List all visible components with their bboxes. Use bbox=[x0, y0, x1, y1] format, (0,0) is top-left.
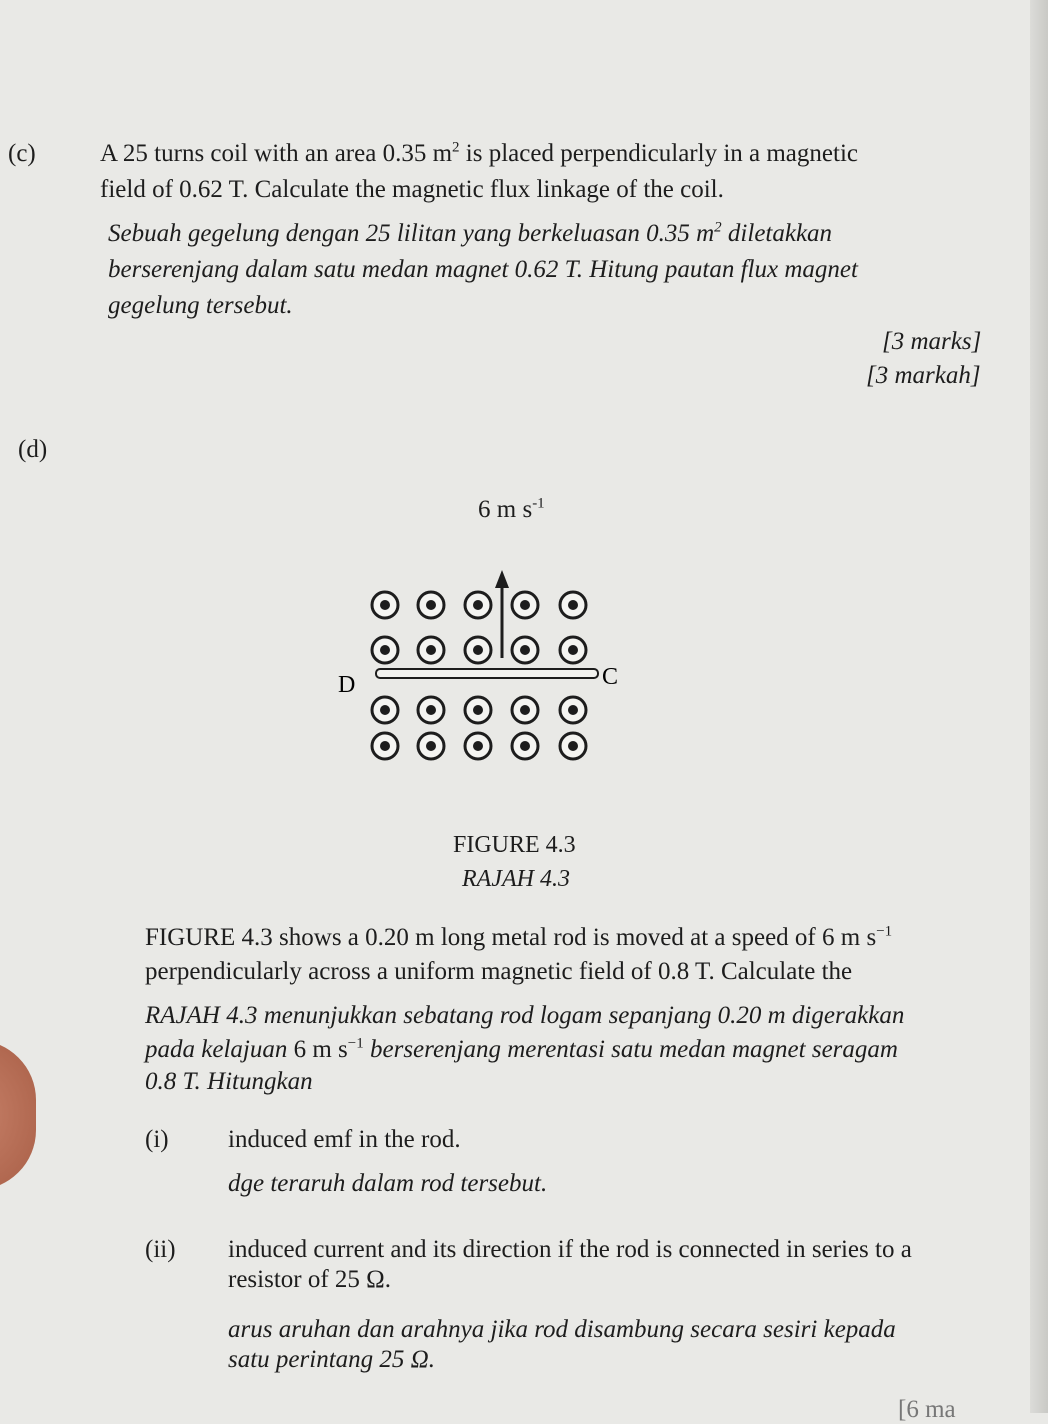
field-symbol-dot bbox=[520, 705, 530, 715]
field-symbol-dot bbox=[568, 705, 578, 715]
field-symbol-dot bbox=[473, 705, 483, 715]
area-exponent: 2 bbox=[452, 139, 460, 156]
field-symbol-dot bbox=[568, 645, 578, 655]
field-symbol-dot bbox=[520, 645, 530, 655]
field-symbol-dot bbox=[473, 741, 483, 751]
speed-exponent: −1 bbox=[347, 1035, 364, 1052]
sub-i-question-en: induced emf in the rod. bbox=[228, 1126, 461, 1153]
sub-ii-label: (ii) bbox=[145, 1236, 176, 1263]
metal-rod bbox=[376, 669, 598, 678]
text-segment: diletakkan bbox=[721, 220, 833, 247]
figure-caption-en: FIGURE 4.3 bbox=[453, 832, 576, 858]
field-symbol-dot bbox=[380, 600, 390, 610]
velocity-exponent: -1 bbox=[532, 495, 545, 512]
figure-4-3-diagram bbox=[330, 560, 640, 780]
field-symbol-dot bbox=[568, 741, 578, 751]
part-c-marks-ms: [3 markah] bbox=[866, 362, 981, 389]
field-symbol-dot bbox=[426, 741, 436, 751]
field-symbol-dot bbox=[380, 645, 390, 655]
part-c-question-en-line2: field of 0.62 T. Calculate the magnetic flux linkage of the coil. bbox=[100, 176, 724, 203]
finger-photo-artifact bbox=[0, 1040, 36, 1190]
field-symbol-dot bbox=[520, 741, 530, 751]
text-segment: A 25 turns coil with an area bbox=[100, 140, 383, 167]
text-segment: berserenjang merentasi satu medan magnet seragam bbox=[363, 1036, 898, 1063]
text-segment: is placed perpendicularly in a magnetic bbox=[459, 140, 858, 167]
field-symbol-dot bbox=[426, 705, 436, 715]
velocity-arrow-head bbox=[495, 570, 509, 588]
part-d-label: (d) bbox=[18, 436, 48, 463]
figure-caption-ms: RAJAH 4.3 bbox=[462, 866, 570, 892]
text-segment: pada kelajuan bbox=[145, 1036, 294, 1063]
speed-value: 6 m s bbox=[822, 924, 877, 951]
sub-ii-question-en-line1: induced current and its direction if the rod is connected in series to a bbox=[228, 1236, 912, 1263]
field-symbol-dot bbox=[380, 741, 390, 751]
field-symbol-dot bbox=[426, 600, 436, 610]
part-c-marks-en: [3 marks] bbox=[882, 328, 982, 355]
velocity-value: 6 m s bbox=[478, 496, 533, 523]
part-c-question-ms-line1 bbox=[108, 220, 832, 248]
part-c-question-en-line1 bbox=[100, 140, 858, 168]
part-c-question-ms-line2: berserenjang dalam satu medan magnet 0.62 T. Hitung pautan flux magnet bbox=[108, 256, 858, 283]
figure-velocity-label bbox=[478, 496, 545, 524]
sub-ii-question-ms-line1: arus aruhan dan arahnya jika rod disambung secara sesiri kepada bbox=[228, 1316, 896, 1343]
field-symbol-dot bbox=[426, 645, 436, 655]
sub-i-question-ms: dge teraruh dalam rod tersebut. bbox=[228, 1170, 548, 1197]
text-segment: Sebuah gegelung dengan 25 lilitan yang berkeluasan bbox=[108, 220, 647, 247]
part-d-question-ms-line2 bbox=[145, 1036, 898, 1064]
rod-end-label-d: D bbox=[338, 672, 356, 698]
sub-i-label: (i) bbox=[145, 1126, 169, 1153]
speed-exponent: −1 bbox=[876, 923, 893, 940]
area-exponent: 2 bbox=[714, 219, 722, 236]
speed-value: 6 m s bbox=[293, 1036, 348, 1063]
text-segment: FIGURE 4.3 shows a 0.20 m long metal rod is moved at a speed of bbox=[145, 924, 822, 951]
field-symbol-dot bbox=[380, 705, 390, 715]
part-d-question-ms-line3: 0.8 T. Hitungkan bbox=[145, 1068, 313, 1095]
part-d-marks-cut-off: [6 ma bbox=[898, 1396, 956, 1423]
part-c-question-ms-line3: gegelung tersebut. bbox=[108, 292, 293, 319]
field-symbol-dot bbox=[520, 600, 530, 610]
rod-end-label-c: C bbox=[602, 664, 619, 690]
part-d-question-ms-line1: RAJAH 4.3 menunjukkan sebatang rod logam sepanjang 0.20 m digerakkan bbox=[145, 1002, 905, 1029]
sub-ii-question-en-line2: resistor of 25 Ω. bbox=[228, 1266, 392, 1293]
area-value: 0.35 m bbox=[646, 220, 715, 247]
part-d-question-en-line1 bbox=[145, 924, 892, 952]
page-edge-shadow bbox=[1030, 0, 1048, 1413]
field-symbol-dot bbox=[473, 600, 483, 610]
part-d-question-en-line2: perpendicularly across a uniform magnetic field of 0.8 T. Calculate the bbox=[145, 958, 853, 985]
field-symbol-dot bbox=[568, 600, 578, 610]
area-value: 0.35 m bbox=[382, 140, 453, 167]
field-symbol-dot bbox=[473, 645, 483, 655]
part-c-label: (c) bbox=[8, 140, 36, 167]
sub-ii-question-ms-line2: satu perintang 25 Ω. bbox=[228, 1346, 435, 1373]
